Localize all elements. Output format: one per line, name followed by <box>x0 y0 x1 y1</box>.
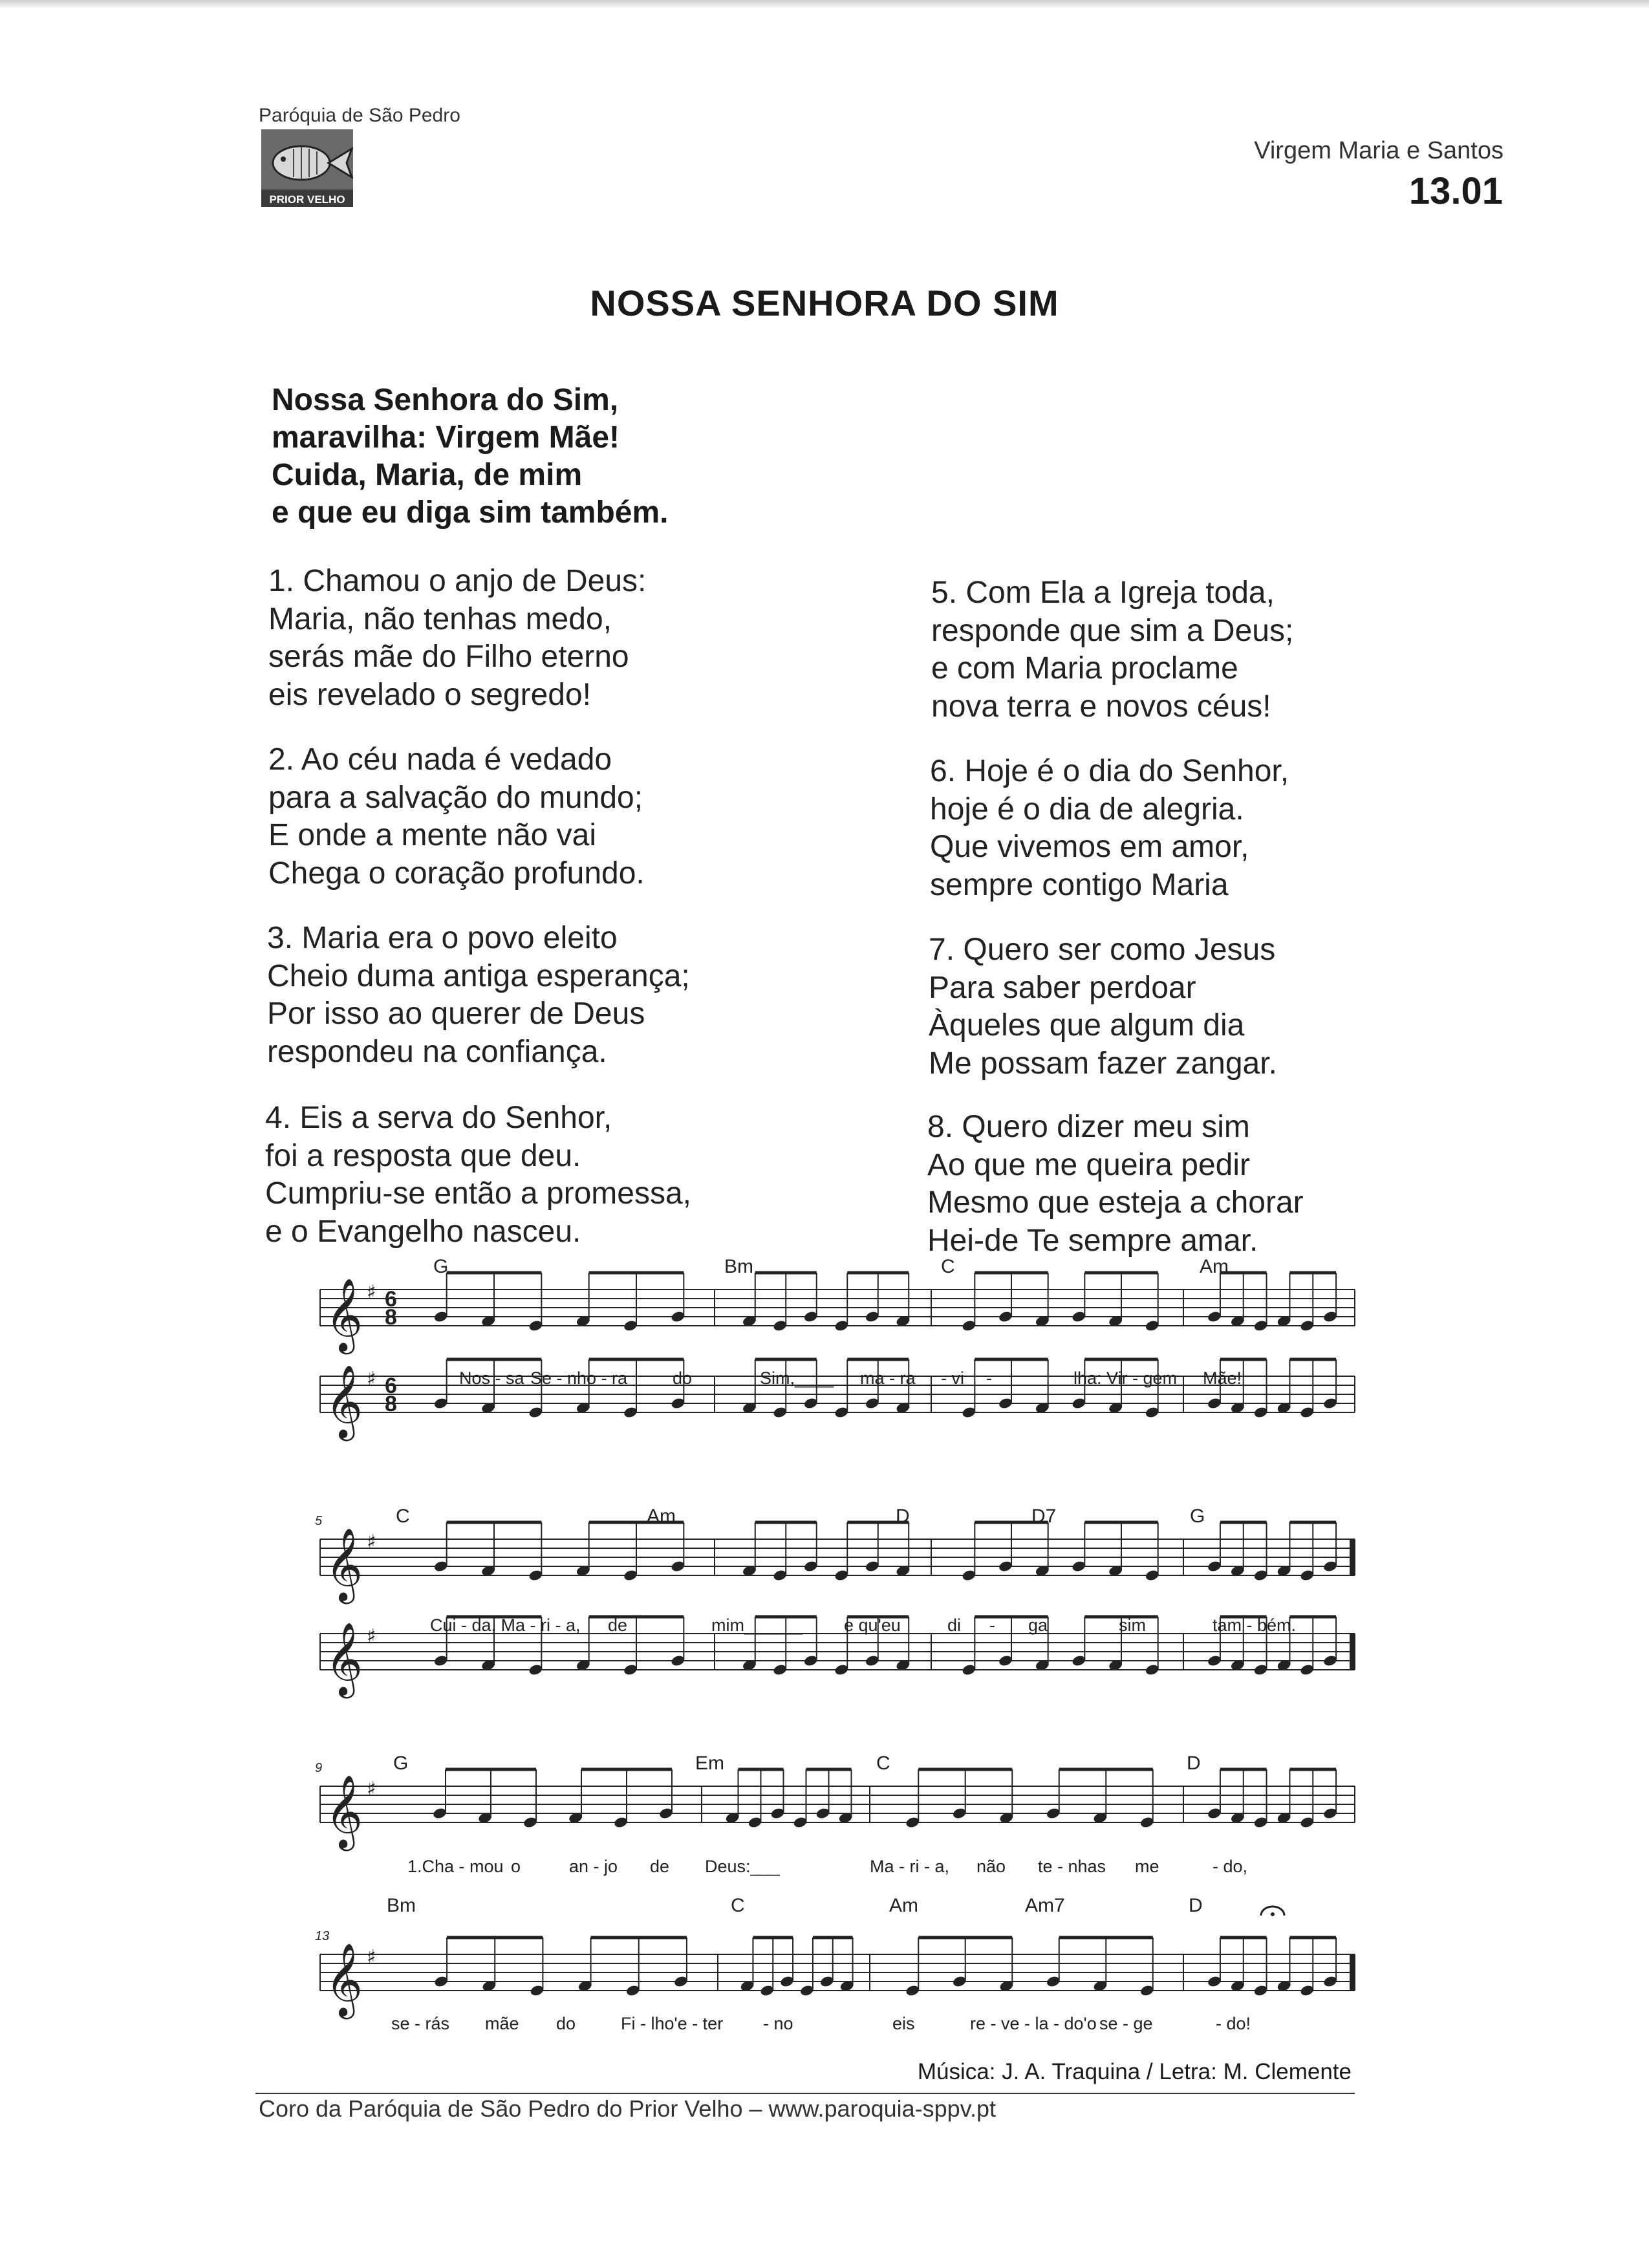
measure-number: 13 <box>315 1929 330 1943</box>
lyric-syllable: se - ge <box>1099 2014 1153 2033</box>
chord-symbol: D <box>896 1506 910 1527</box>
lyric-syllable: me <box>1135 1857 1159 1876</box>
chord-symbol: Am7 <box>1025 1895 1065 1916</box>
final-bar <box>1350 1634 1355 1670</box>
stanza-line: responde que sim a Deus; <box>931 613 1294 648</box>
stanza-line: Para saber perdoar <box>929 970 1196 1005</box>
lyric-syllable: 1.Cha - mou <box>407 1857 504 1876</box>
lyric-syllable: ga <box>1028 1615 1048 1635</box>
stanza-line: 2. Ao céu nada é vedado <box>268 742 612 777</box>
chord-symbol: D <box>1189 1895 1203 1916</box>
time-signature-bottom: 8 <box>385 1392 397 1416</box>
stanza-line: serás mãe do Filho eterno <box>268 640 629 674</box>
lyric-syllable: Se - nho - ra <box>530 1368 628 1388</box>
lyric-syllable: an - jo <box>569 1857 618 1876</box>
lyric-syllable: - do! <box>1216 2014 1251 2033</box>
refrain-line: Cuida, Maria, de mim <box>272 458 583 492</box>
chord-symbol: D <box>1187 1753 1201 1774</box>
lyric-syllable: do <box>673 1368 693 1388</box>
song-number: 13.01 <box>1408 170 1503 212</box>
lyric-syllable: o <box>511 1857 521 1876</box>
stanza-line: nova terra e novos céus! <box>931 689 1271 724</box>
stanza-line: e com Maria proclame <box>931 651 1238 686</box>
stanza-line: Me possam fazer zangar. <box>929 1046 1277 1081</box>
treble-clef-icon: 𝄞 <box>325 1775 363 1848</box>
lyric-syllable: - vi <box>941 1368 964 1388</box>
lyric-syllable: mãe <box>485 2014 519 2033</box>
chord-symbol: G <box>393 1753 409 1774</box>
stanza-line: Àqueles que algum dia <box>929 1008 1245 1042</box>
refrain-line: e que eu diga sim também. <box>272 495 669 530</box>
time-signature-bottom: 8 <box>385 1305 397 1330</box>
lyric-syllable: Ma - ri - a, <box>870 1857 950 1876</box>
chord-symbol: G <box>433 1256 449 1277</box>
stanza-line: e o Evangelho nasceu. <box>265 1214 581 1249</box>
stanza-line: 5. Com Ela a Igreja toda, <box>931 576 1275 610</box>
stanza-line: 6. Hoje é o dia do Senhor, <box>930 754 1289 788</box>
key-sharp-icon: ♯ <box>367 1946 376 1969</box>
chord-symbol: D7 <box>1031 1506 1057 1527</box>
lyric-syllable: tam - bém. <box>1212 1615 1297 1635</box>
lyric-syllable: Deus:___ <box>705 1857 780 1876</box>
lyric-syllable: - <box>989 1615 995 1635</box>
stanza-line: 7. Quero ser como Jesus <box>929 933 1276 967</box>
final-bar <box>1350 1954 1355 1991</box>
lyric-syllable: - <box>986 1368 992 1388</box>
stanza-line: 1. Chamou o anjo de Deus: <box>268 564 647 598</box>
footer-text: Coro da Paróquia de São Pedro do Prior Velho – www.paroquia-sppv.pt <box>259 2095 997 2122</box>
treble-clef-icon: 𝄞 <box>325 1365 363 1438</box>
logo-text: PRIOR VELHO <box>269 193 345 206</box>
measure-number: 9 <box>315 1761 323 1775</box>
lyric-syllable: te - nhas <box>1038 1857 1106 1876</box>
parish-name: Paróquia de São Pedro <box>259 105 460 126</box>
fermata-dot <box>1271 1912 1275 1916</box>
treble-clef-icon: 𝄞 <box>325 1278 363 1352</box>
stanza-line: Ao que me queira pedir <box>927 1147 1250 1182</box>
lyric-syllable: de <box>608 1615 628 1635</box>
lyric-syllable: ma - ra <box>860 1368 916 1388</box>
lyric-syllable: de <box>650 1857 670 1876</box>
time-signature-top: 6 <box>385 1287 397 1312</box>
lyric-syllable: mim______ <box>711 1615 803 1635</box>
chord-symbol: C <box>876 1753 890 1774</box>
lyric-syllable: Cui - da, Ma - ri - a, <box>430 1615 581 1635</box>
chord-symbol: C <box>396 1506 410 1527</box>
stanza-line: E onde a mente não vai <box>268 818 597 852</box>
stanza-line: Hei-de Te sempre amar. <box>927 1223 1258 1258</box>
lyric-syllable: se - rás <box>391 2014 450 2033</box>
lyric-syllable: eis <box>892 2014 915 2033</box>
key-sharp-icon: ♯ <box>367 1368 376 1390</box>
chord-symbol: Am <box>647 1506 676 1527</box>
stanza-line: Chega o coração profundo. <box>268 856 645 891</box>
stanza-line: 3. Maria era o povo eleito <box>267 921 618 955</box>
lyric-syllable: do <box>556 2014 576 2033</box>
key-sharp-icon: ♯ <box>367 1281 376 1304</box>
music-credits: Música: J. A. Traquina / Letra: M. Clemente <box>917 2059 1352 2084</box>
stanza-line: eis revelado o segredo! <box>268 677 591 712</box>
chord-symbol: Am <box>1200 1256 1229 1277</box>
lyric-syllable: re - ve - la - do'o <box>970 2014 1097 2033</box>
lyric-syllable: - no <box>763 2014 793 2033</box>
treble-clef-icon: 𝄞 <box>325 1528 363 1601</box>
stanza-line: Que vivemos em amor, <box>930 830 1249 864</box>
lyric-syllable: Mãe! <box>1203 1368 1242 1388</box>
lyric-syllable: lha: Vir - gem <box>1073 1368 1178 1388</box>
stanza-line: Maria, não tenhas medo, <box>268 601 612 636</box>
lyric-syllable: não <box>976 1857 1006 1876</box>
refrain-line: maravilha: Virgem Mãe! <box>272 420 620 455</box>
chord-symbol: G <box>1190 1506 1205 1527</box>
stanza-line: Por isso ao querer de Deus <box>267 997 645 1031</box>
final-bar <box>1350 1539 1355 1575</box>
lyric-syllable: Fi - lho'e - ter <box>621 2014 724 2033</box>
measure-number: 5 <box>315 1514 323 1528</box>
stanza-line: Cheio duma antiga esperança; <box>267 958 690 993</box>
chord-symbol: C <box>941 1256 955 1277</box>
treble-clef-icon: 𝄞 <box>325 1943 363 2016</box>
stanza-line: 4. Eis a serva do Senhor, <box>265 1101 612 1135</box>
stanza-line: para a salvação do mundo; <box>268 780 643 815</box>
chord-symbol: Bm <box>387 1895 416 1916</box>
key-sharp-icon: ♯ <box>367 1778 376 1800</box>
lyric-syllable: e qu'eu <box>844 1615 901 1635</box>
stanza-line: 8. Quero dizer meu sim <box>927 1110 1250 1144</box>
stanza-line: foi a resposta que deu. <box>265 1138 581 1173</box>
stanza-line: Mesmo que esteja a chorar <box>927 1185 1304 1220</box>
chord-symbol: C <box>731 1895 745 1916</box>
refrain-line: Nossa Senhora do Sim, <box>272 383 619 417</box>
time-signature-top: 6 <box>385 1374 397 1398</box>
stanza-line: hoje é o dia de alegria. <box>930 792 1244 826</box>
stanza-line: respondeu na confiança. <box>267 1034 607 1069</box>
key-sharp-icon: ♯ <box>367 1531 376 1553</box>
footer-rule <box>255 2093 1355 2094</box>
lyric-syllable: Sim,____ <box>760 1368 834 1388</box>
section-label: Virgem Maria e Santos <box>1254 137 1503 164</box>
treble-clef-icon: 𝄞 <box>325 1622 363 1696</box>
chord-symbol: Am <box>889 1895 918 1916</box>
lyric-syllable: - do, <box>1212 1857 1248 1876</box>
lyric-syllable: sim <box>1119 1615 1146 1635</box>
stanza-line: Cumpriu-se então a promessa, <box>265 1176 691 1211</box>
lyric-syllable: Nos - sa <box>459 1368 524 1388</box>
key-sharp-icon: ♯ <box>367 1625 376 1648</box>
chord-symbol: Bm <box>724 1256 753 1277</box>
page-title: NOSSA SENHORA DO SIM <box>590 283 1059 323</box>
stanza-line: sempre contigo Maria <box>930 867 1229 902</box>
lyric-syllable: di <box>947 1615 962 1635</box>
chord-symbol: Em <box>695 1753 724 1774</box>
